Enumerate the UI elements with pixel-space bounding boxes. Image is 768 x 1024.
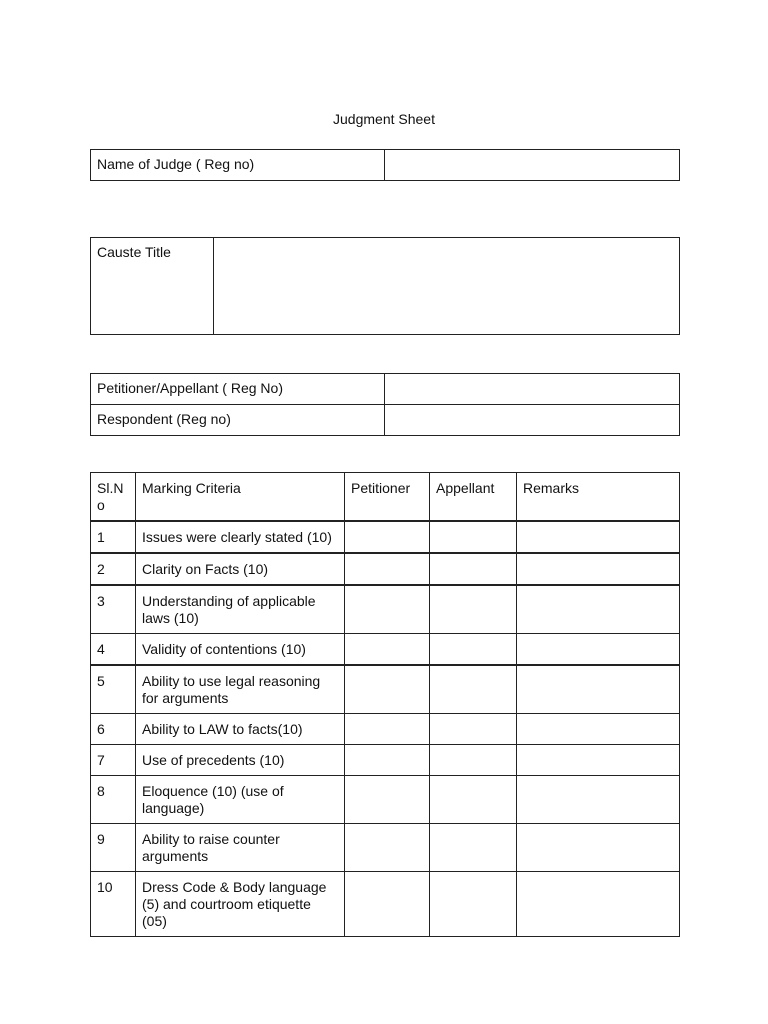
remarks-cell[interactable] <box>517 714 680 745</box>
petitioner-score-cell[interactable] <box>345 521 430 553</box>
appellant-score-cell[interactable] <box>430 665 517 714</box>
page-title: Judgment Sheet <box>333 111 435 127</box>
remarks-cell[interactable] <box>517 585 680 634</box>
row-serial-no: 10 <box>91 872 136 937</box>
cause-title-label: Causte Title <box>91 238 214 335</box>
remarks-cell[interactable] <box>517 634 680 666</box>
remarks-cell[interactable] <box>517 665 680 714</box>
row-criterion: Issues were clearly stated (10) <box>136 521 345 553</box>
cause-title-table <box>90 237 680 335</box>
header-serial-no: Sl.N o <box>91 473 136 522</box>
remarks-cell[interactable] <box>517 745 680 776</box>
petitioner-score-cell[interactable] <box>345 776 430 824</box>
judge-label: Name of Judge ( Reg no) <box>91 150 385 181</box>
respondent-row <box>91 405 680 436</box>
row-serial-no: 6 <box>91 714 136 745</box>
petitioner-row <box>91 374 680 405</box>
row-criterion: Validity of contentions (10) <box>136 634 345 666</box>
row-serial-no: 3 <box>91 585 136 634</box>
row-serial-no: 8 <box>91 776 136 824</box>
table-row <box>91 585 680 634</box>
table-row <box>91 665 680 714</box>
petitioner-score-cell[interactable] <box>345 553 430 585</box>
table-row <box>91 872 680 937</box>
petitioner-score-cell[interactable] <box>345 634 430 666</box>
appellant-score-cell[interactable] <box>430 521 517 553</box>
remarks-cell[interactable] <box>517 824 680 872</box>
row-serial-no: 7 <box>91 745 136 776</box>
table-row <box>91 776 680 824</box>
header-marking-criteria: Marking Criteria <box>136 473 345 522</box>
judge-value-cell[interactable] <box>385 150 680 181</box>
appellant-score-cell[interactable] <box>430 872 517 937</box>
marking-criteria-table <box>90 472 680 937</box>
petitioner-value-cell[interactable] <box>385 374 680 405</box>
row-serial-no: 1 <box>91 521 136 553</box>
respondent-label: Respondent (Reg no) <box>91 405 385 436</box>
judge-row <box>91 150 680 181</box>
petitioner-score-cell[interactable] <box>345 714 430 745</box>
appellant-score-cell[interactable] <box>430 824 517 872</box>
row-serial-no: 4 <box>91 634 136 666</box>
row-criterion: Ability to use legal reasoning for arguments <box>136 665 345 714</box>
table-row <box>91 714 680 745</box>
row-criterion: Ability to raise counter arguments <box>136 824 345 872</box>
appellant-score-cell[interactable] <box>430 585 517 634</box>
row-serial-no: 9 <box>91 824 136 872</box>
petitioner-score-cell[interactable] <box>345 585 430 634</box>
appellant-score-cell[interactable] <box>430 714 517 745</box>
row-serial-no: 2 <box>91 553 136 585</box>
appellant-score-cell[interactable] <box>430 745 517 776</box>
petitioner-score-cell[interactable] <box>345 824 430 872</box>
row-criterion: Understanding of applicable laws (10) <box>136 585 345 634</box>
criteria-header-row <box>91 473 680 522</box>
table-row <box>91 634 680 666</box>
header-appellant: Appellant <box>430 473 517 522</box>
row-criterion: Use of precedents (10) <box>136 745 345 776</box>
row-criterion: Clarity on Facts (10) <box>136 553 345 585</box>
remarks-cell[interactable] <box>517 553 680 585</box>
table-row <box>91 824 680 872</box>
respondent-value-cell[interactable] <box>385 405 680 436</box>
remarks-cell[interactable] <box>517 521 680 553</box>
table-row <box>91 745 680 776</box>
cause-title-value-cell[interactable] <box>214 238 680 335</box>
appellant-score-cell[interactable] <box>430 553 517 585</box>
cause-row <box>91 238 680 335</box>
parties-table <box>90 373 680 436</box>
header-remarks: Remarks <box>517 473 680 522</box>
row-serial-no: 5 <box>91 665 136 714</box>
table-row <box>91 553 680 585</box>
judge-table <box>90 149 680 181</box>
remarks-cell[interactable] <box>517 872 680 937</box>
table-row <box>91 521 680 553</box>
petitioner-score-cell[interactable] <box>345 872 430 937</box>
petitioner-score-cell[interactable] <box>345 745 430 776</box>
petitioner-score-cell[interactable] <box>345 665 430 714</box>
appellant-score-cell[interactable] <box>430 634 517 666</box>
row-criterion: Eloquence (10) (use of language) <box>136 776 345 824</box>
remarks-cell[interactable] <box>517 776 680 824</box>
header-petitioner: Petitioner <box>345 473 430 522</box>
petitioner-label: Petitioner/Appellant ( Reg No) <box>91 374 385 405</box>
appellant-score-cell[interactable] <box>430 776 517 824</box>
row-criterion: Dress Code & Body language (5) and courtroom etiquette (05) <box>136 872 345 937</box>
row-criterion: Ability to LAW to facts(10) <box>136 714 345 745</box>
